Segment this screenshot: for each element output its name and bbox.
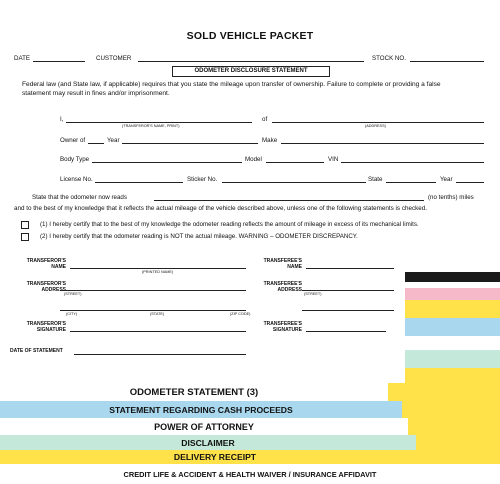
tab-disclaimer-label: DISCLAIMER: [181, 437, 235, 448]
intro-line-2: statement may result in fines and/or imprisonment.: [22, 90, 170, 97]
odometer-reading-field[interactable]: [154, 200, 424, 201]
page-title: SOLD VEHICLE PACKET: [186, 30, 314, 42]
transferor-address-label-line1: TRANSFEROR'S: [26, 281, 66, 287]
address-sub-label: (ADDRESS): [365, 124, 386, 128]
intro-line-1: Federal law (and State law, if applicable) requires that you state the mileage upon transfer of ownership. Failure to complete or providing a false: [22, 81, 441, 88]
cert-2-label: (2) I hereby certify that the odometer reading is NOT the actual mileage. WARNING – ODOMETER DISCREPANCY.: [40, 233, 358, 240]
zip-sub-label: (ZIP CODE): [230, 312, 251, 316]
state-label: State: [368, 176, 383, 183]
year-label: Year: [107, 137, 120, 144]
state-sub-label: (STATE): [150, 312, 165, 316]
transferee-signature-label: [246, 321, 302, 333]
street-sub-label-2: (STREET): [304, 292, 322, 296]
state-field[interactable]: [386, 182, 436, 183]
tab-credit-life-waiver-label: CREDIT LIFE & ACCIDENT & HEALTH WAIVER / INSURANCE AFFIDAVIT: [123, 469, 377, 479]
vin-field[interactable]: [341, 162, 484, 163]
transferee-city-state-zip-field[interactable]: [302, 310, 394, 311]
year-field-2[interactable]: [456, 182, 484, 183]
transferor-signature-field[interactable]: [70, 331, 246, 332]
tab-odometer-statement[interactable]: [0, 383, 388, 401]
model-field[interactable]: [266, 162, 324, 163]
date-of-statement-label: DATE OF STATEMENT: [10, 348, 63, 354]
body-type-field[interactable]: [92, 162, 242, 163]
transferee-signature-field[interactable]: [306, 331, 386, 332]
transferee-address-label-line2: ADDRESS: [277, 287, 302, 293]
transferee-name-label: [246, 258, 302, 270]
no-tenths-label: (no tenths) miles: [428, 194, 474, 201]
transferee-name-label-line1: TRANSFEREE'S: [263, 258, 302, 264]
transferor-signature-label-line2: SIGNATURE: [36, 327, 66, 333]
license-no-field[interactable]: [95, 182, 183, 183]
license-no-label: License No.: [60, 176, 93, 183]
street-sub-label: (STREET): [64, 292, 82, 296]
tab-power-of-attorney-label: POWER OF ATTORNEY: [154, 421, 254, 432]
tab-power-of-attorney[interactable]: [0, 418, 408, 435]
cert-2-checkbox[interactable]: [21, 233, 29, 241]
stock-field[interactable]: [410, 61, 484, 62]
sticker-no-field[interactable]: [222, 182, 366, 183]
body-type-label: Body Type: [60, 156, 90, 163]
customer-field[interactable]: [138, 61, 364, 62]
of-label: of: [262, 116, 268, 123]
customer-label: CUSTOMER: [96, 55, 132, 62]
transferor-signature-label-line1: TRANSFEROR'S: [26, 321, 66, 327]
sticker-no-label: Sticker No.: [187, 176, 218, 183]
transferor-name-field[interactable]: [70, 268, 246, 269]
date-label: DATE: [14, 55, 31, 62]
model-label: Model: [245, 156, 262, 163]
transferor-address-label: [10, 281, 66, 293]
printed-name-sub-label: (PRINTED NAME): [142, 270, 174, 274]
owner-of-field[interactable]: [88, 143, 104, 144]
transferor-name-field[interactable]: [66, 122, 252, 123]
owner-of-label: Owner of: [60, 137, 86, 144]
tab-credit-life-waiver[interactable]: [0, 464, 500, 484]
tab-delivery-receipt-label: DELIVERY RECEIPT: [173, 452, 257, 462]
tab-cash-proceeds[interactable]: [0, 401, 402, 418]
tab-cash-proceeds-label: STATEMENT REGARDING CASH PROCEEDS: [109, 404, 293, 415]
address-field[interactable]: [272, 122, 484, 123]
transferee-signature-label-line2: SIGNATURE: [272, 327, 302, 333]
transferor-name-label: [10, 258, 66, 270]
city-sub-label: (CITY): [66, 312, 78, 316]
odometer-reads-label: State that the odometer now reads: [32, 194, 127, 201]
make-label: Make: [262, 137, 278, 144]
transferor-signature-label: [10, 321, 66, 333]
section-title: ODOMETER DISCLOSURE STATEMENT: [172, 66, 330, 77]
transferor-name-label-line2: NAME: [51, 264, 66, 270]
transferor-address-label-line2: ADDRESS: [41, 287, 66, 293]
stock-label: STOCK NO.: [372, 55, 406, 62]
cert-1-checkbox[interactable]: [21, 221, 29, 229]
transferee-address-label-line1: TRANSFEREE'S: [263, 281, 302, 287]
transferee-name-label-line2: NAME: [287, 264, 302, 270]
transferee-address-label: [246, 281, 302, 293]
transferor-street-field[interactable]: [60, 290, 246, 291]
knowledge-line: and to the best of my knowledge that it reflects the actual mileage of the vehicle described above, unless one of the following statements is checked.: [14, 205, 428, 212]
tab-disclaimer[interactable]: [0, 435, 416, 450]
cert-1-label: (1) I hereby certify that to the best of my knowledge the odometer reading reflects the amount of mileage in excess of its mechanical limits.: [40, 221, 419, 228]
transferor-city-state-zip-field[interactable]: [60, 310, 246, 311]
transferee-street-field[interactable]: [302, 290, 394, 291]
tab-delivery-receipt[interactable]: [0, 450, 430, 464]
year-field[interactable]: [122, 143, 258, 144]
transferee-name-field[interactable]: [306, 268, 394, 269]
i-label: I,: [60, 116, 64, 123]
tab-odometer-statement-label: ODOMETER STATEMENT (3): [129, 386, 259, 398]
vin-label: VIN: [328, 156, 339, 163]
transferor-name-label-line1: TRANSFEROR'S: [26, 258, 66, 264]
date-field[interactable]: [33, 61, 85, 62]
transferee-signature-label-line1: TRANSFEREE'S: [263, 321, 302, 327]
year-label-2: Year: [440, 176, 453, 183]
date-of-statement-field[interactable]: [74, 354, 246, 355]
transferor-name-print-label: (TRANSFEROR'S NAME, PRINT): [122, 124, 180, 128]
make-field[interactable]: [281, 143, 484, 144]
